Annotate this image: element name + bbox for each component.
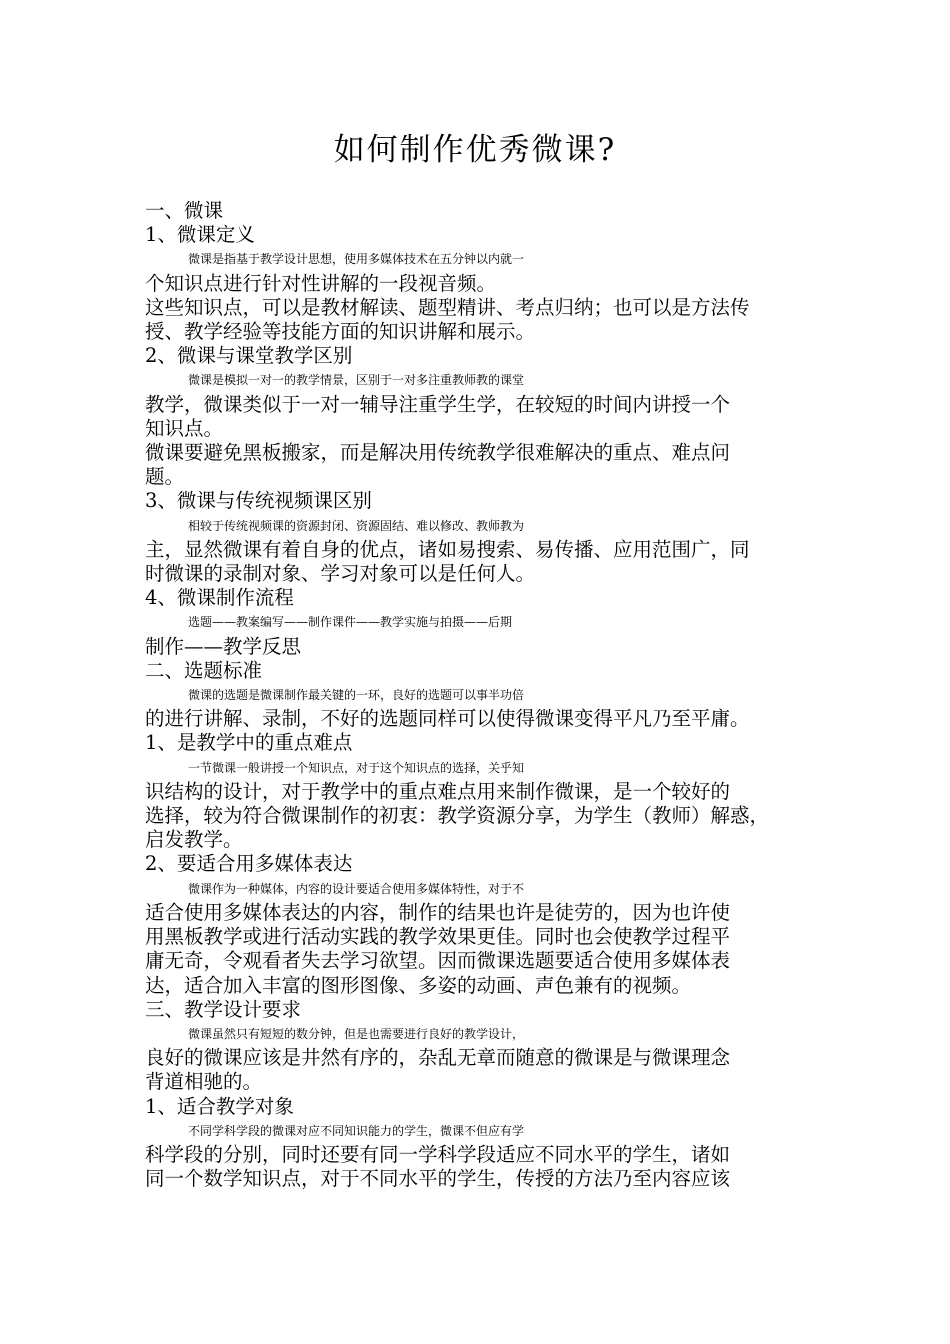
text-line: 时微课的录制对象、学习对象可以是任何人。 xyxy=(145,562,536,586)
text-line: 教学，微课类似于一对一辅导注重学生学，在较短的时间内讲授一个 xyxy=(145,392,731,416)
text-line: 4、微课制作流程 xyxy=(145,586,294,610)
text-line: 识结构的设计，对于教学中的重点难点用来制作微课，是一个较好的 xyxy=(145,779,731,803)
text-line: 适合使用多媒体表达的内容，制作的结果也许是徒劳的，因为也许使 xyxy=(145,900,731,924)
text-line: 一、微课 xyxy=(145,199,224,222)
text-line: 背道相驰的。 xyxy=(145,1070,263,1094)
text-line: 用黑板教学或进行活动实践的教学效果更佳。同时也会使教学过程平 xyxy=(145,925,731,949)
text-line: 3、微课与传统视频课区别 xyxy=(145,489,372,513)
text-line: 1、适合教学对象 xyxy=(145,1094,294,1118)
text-line: 良好的微课应该是井然有序的，杂乱无章而随意的微课是与微课理念 xyxy=(145,1046,731,1070)
text-line: 启发教学。 xyxy=(145,828,243,852)
text-line: 微课的选题是微课制作最关键的一环，良好的选题可以事半功倍 xyxy=(188,688,525,703)
text-line: 的进行讲解、录制，不好的选题同样可以使得微课变得平凡乃至平庸。 xyxy=(145,707,750,731)
text-line: 庸无奇，令观看者失去学习欲望。因而微课选题要适合使用多媒体表 xyxy=(145,949,731,973)
text-line: 这些知识点，可以是教材解读、题型精讲、考点归纳；也可以是方法传 xyxy=(145,295,750,319)
text-line: 微课作为一种媒体，内容的设计要适合使用多媒体特性，对于不 xyxy=(188,881,525,896)
text-line: 三、教学设计要求 xyxy=(145,997,302,1021)
text-line: 授、教学经验等技能方面的知识讲解和展示。 xyxy=(145,320,536,344)
text-line: 选题——教案编写——制作课件——教学实施与拍摄——后期 xyxy=(188,615,513,630)
text-line: 二、选题标准 xyxy=(145,658,263,682)
text-line: 微课是模拟一对一的教学情景，区别于一对多注重教师教的课堂 xyxy=(188,373,525,388)
text-line: 2、要适合用多媒体表达 xyxy=(145,852,353,876)
text-line: 知识点。 xyxy=(145,416,224,440)
text-line: 个知识点进行针对性讲解的一段视音频。 xyxy=(145,271,497,295)
text-line: 不同学科学段的微课对应不同知识能力的学生，微课不但应有学 xyxy=(188,1123,525,1138)
text-line: 同一个数学知识点，对于不同水平的学生，传授的方法乃至内容应该 xyxy=(145,1167,731,1191)
document-title: 如何制作优秀微课? xyxy=(333,132,617,168)
text-line: 选择，较为符合微课制作的初衷：教学资源分享，为学生（教师）解惑， xyxy=(145,804,770,828)
text-line: 达，适合加入丰富的图形图像、多姿的动画、声色兼有的视频。 xyxy=(145,973,692,997)
text-line: 1、微课定义 xyxy=(145,223,255,247)
text-line: 2、微课与课堂教学区别 xyxy=(145,344,353,368)
text-line: 相较于传统视频课的资源封闭、资源固结、难以修改、教师教为 xyxy=(188,518,525,533)
text-line: 制作——教学反思 xyxy=(145,634,302,658)
text-line: 科学段的分别，同时还要有同一学科学段适应不同水平的学生，诸如 xyxy=(145,1142,731,1166)
text-line: 一节微课一般讲授一个知识点，对于这个知识点的选择，关乎知 xyxy=(188,760,525,775)
text-line: 题。 xyxy=(145,465,185,489)
text-line: 微课要避免黑板搬家，而是解决用传统教学很难解决的重点、难点问 xyxy=(145,441,731,465)
text-line: 主，显然微课有着自身的优点，诸如易搜索、易传播、应用范围广，同 xyxy=(145,537,750,561)
text-line: 微课是指基于教学设计思想，使用多媒体技术在五分钟以内就一 xyxy=(188,252,525,267)
document-body xyxy=(145,199,810,1191)
text-line: 1、是教学中的重点难点 xyxy=(145,731,353,755)
text-line: 微课虽然只有短短的数分钟，但是也需要进行良好的教学设计， xyxy=(188,1026,525,1041)
